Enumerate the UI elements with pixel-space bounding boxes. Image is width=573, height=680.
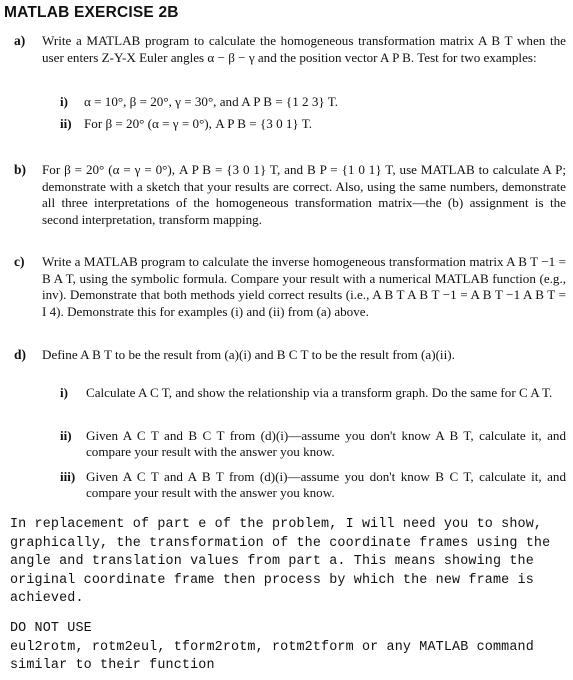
restriction-note: DO NOT USE eul2rotm, rotm2eul, tform2rotm, rotm2tform or any MATLAB command similar to their function [10, 621, 534, 674]
part-a-label: a) [14, 33, 26, 48]
part-c-label: c) [14, 254, 25, 269]
example-i-text: α = 10°, β = 20°, γ = 30°, and A P B = {1 2 3} T. [84, 94, 339, 109]
part-b-label: b) [14, 162, 27, 177]
part-d-label: d) [14, 347, 27, 362]
part-d-ii-label: ii) [60, 428, 72, 443]
part-b-text: For β = 20° (α = γ = 0°), A P B = {3 0 1} T, and B P = {1 0 1} T, use MATLAB to calculate A P; demonstrate with a sketch that your results are correct. Also, using the same numbers, demonstrate all three interpretations of the homogeneous transformation matrix—the (b) assignment is the second interpretation, transform mapping. [42, 162, 566, 227]
part-d-i-text: Calculate A C T, and show the relationship via a transform graph. Do the same for C A T. [86, 385, 553, 400]
example-ii-text: For β = 20° (α = γ = 0°), A P B = {3 0 1} T. [84, 116, 313, 131]
example-i-label: i) [60, 94, 68, 109]
part-a-text: Write a MATLAB program to calculate the homogeneous transformation matrix A B T when the user enters Z-Y-X Euler angles α − β − γ and the position vector A P B. Test for two examples: [42, 33, 566, 65]
part-d-text: Define A B T to be the result from (a)(i) and B C T to be the result from (a)(ii). [42, 347, 455, 362]
replacement-note: In replacement of part e of the problem, I will need you to show, graphically, the transformation of the coordinate frames using the angle and translation values from part a. This means showing the original coordinate frame then process by which the new frame is achieved. [10, 517, 559, 607]
part-d-iii-text: Given A C T and A B T from (d)(i)—assume you don't know B C T, calculate it, and compare your result with the answer you know. [86, 469, 566, 501]
exercise-title: MATLAB EXERCISE 2B [4, 4, 179, 21]
part-d-ii-text: Given A C T and B C T from (d)(i)—assume you don't know A B T, calculate it, and compare your result with the answer you know. [86, 428, 566, 460]
part-c-text: Write a MATLAB program to calculate the inverse homogeneous transformation matrix A B T −1 = B A T, using the symbolic formula. Compare your result with a numerical MATLAB function (e.g., inv). Demonstrate that both methods yield correct results (i.e., A B T A B T −1 = A B T −1 A B T = I 4). Demonstrate this for examples (i) and (ii) from (a) above. [42, 254, 566, 319]
example-ii-label: ii) [60, 116, 72, 131]
part-d-iii-label: iii) [60, 469, 76, 484]
part-d-i-label: i) [60, 385, 68, 400]
